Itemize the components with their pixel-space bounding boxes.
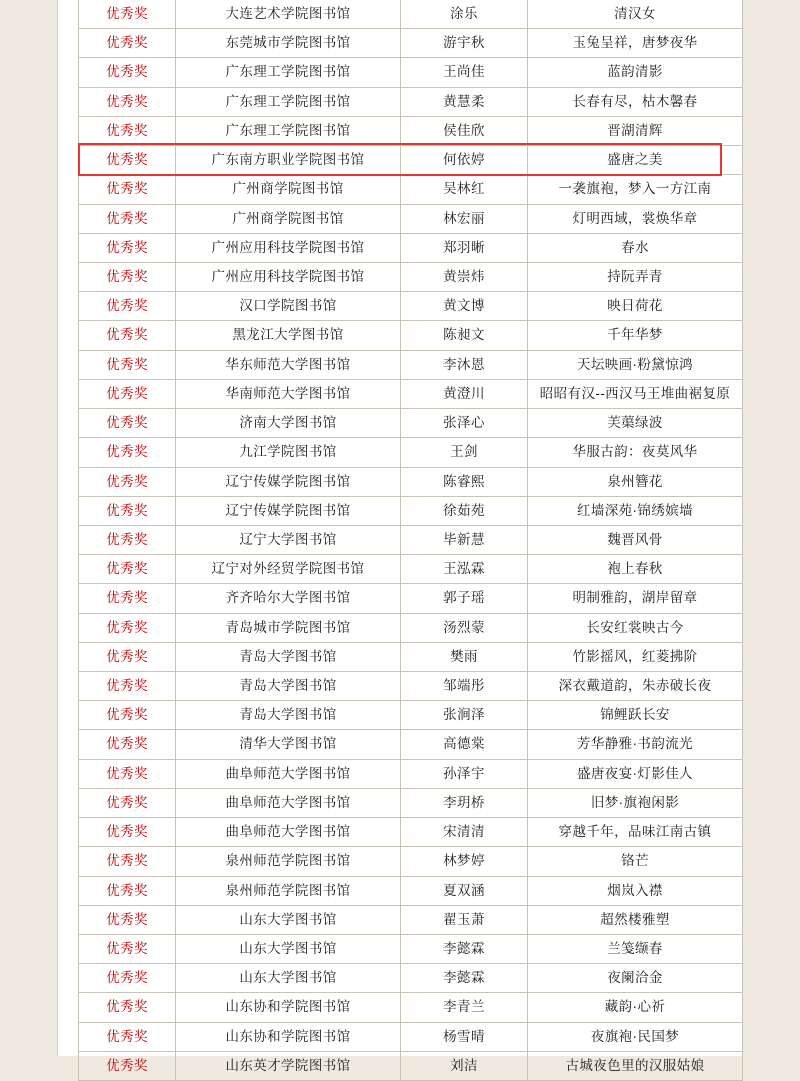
cell-award: 优秀奖 [79, 672, 176, 701]
table-row [79, 876, 743, 905]
table-row [79, 204, 743, 233]
table-row [79, 847, 743, 876]
table-row [79, 262, 743, 291]
cell-work-title: 一袭旗袍，梦入一方江南 [528, 175, 743, 204]
table-row [79, 233, 743, 262]
cell-award: 优秀奖 [79, 379, 176, 408]
cell-award: 优秀奖 [79, 935, 176, 964]
table-row [79, 175, 743, 204]
cell-person-name: 王尚佳 [401, 58, 528, 87]
cell-award: 优秀奖 [79, 116, 176, 145]
cell-organization: 青岛大学图书馆 [176, 701, 401, 730]
cell-organization: 九江学院图书馆 [176, 438, 401, 467]
table-row [79, 788, 743, 817]
table-row [79, 935, 743, 964]
table-row [79, 146, 743, 175]
award-table [78, 0, 743, 1081]
cell-person-name: 汤烈蒙 [401, 613, 528, 642]
cell-organization: 广州应用科技学院图书馆 [176, 262, 401, 291]
table-row [79, 555, 743, 584]
cell-person-name: 李懿霖 [401, 935, 528, 964]
cell-work-title: 盛唐夜宴·灯影佳人 [528, 759, 743, 788]
cell-award: 优秀奖 [79, 642, 176, 671]
cell-work-title: 袍上春秋 [528, 555, 743, 584]
table-row [79, 1022, 743, 1051]
cell-organization: 广东理工学院图书馆 [176, 58, 401, 87]
table-row [79, 379, 743, 408]
cell-person-name: 游宇秋 [401, 29, 528, 58]
table-row [79, 438, 743, 467]
cell-organization: 华南师范大学图书馆 [176, 379, 401, 408]
table-row [79, 29, 743, 58]
cell-organization: 广州商学院图书馆 [176, 175, 401, 204]
table-row [79, 993, 743, 1022]
cell-work-title: 穿越千年，品味江南古镇 [528, 818, 743, 847]
cell-organization: 山东英才学院图书馆 [176, 1051, 401, 1080]
cell-person-name: 张泽心 [401, 409, 528, 438]
cell-work-title: 长春有尽，枯木馨春 [528, 87, 743, 116]
cell-person-name: 林宏丽 [401, 204, 528, 233]
cell-award: 优秀奖 [79, 730, 176, 759]
cell-award: 优秀奖 [79, 555, 176, 584]
cell-person-name: 毕新慧 [401, 525, 528, 554]
cell-person-name: 李玥桥 [401, 788, 528, 817]
cell-person-name: 何依婷 [401, 146, 528, 175]
cell-work-title: 清汉女 [528, 0, 743, 29]
cell-work-title: 千年华梦 [528, 321, 743, 350]
table-row [79, 467, 743, 496]
cell-organization: 山东协和学院图书馆 [176, 1022, 401, 1051]
table-row [79, 584, 743, 613]
cell-award: 优秀奖 [79, 847, 176, 876]
cell-award: 优秀奖 [79, 496, 176, 525]
cell-person-name: 李沐恩 [401, 350, 528, 379]
cell-organization: 辽宁对外经贸学院图书馆 [176, 555, 401, 584]
cell-award: 优秀奖 [79, 905, 176, 934]
document-sheet [58, 0, 742, 1073]
cell-organization: 山东大学图书馆 [176, 905, 401, 934]
table-row [79, 701, 743, 730]
award-table-wrap [78, 0, 731, 1081]
cell-award: 优秀奖 [79, 467, 176, 496]
cell-work-title: 锦鲤跃长安 [528, 701, 743, 730]
cell-organization: 广州应用科技学院图书馆 [176, 233, 401, 262]
cell-work-title: 灯明西域，裳焕华章 [528, 204, 743, 233]
cell-award: 优秀奖 [79, 321, 176, 350]
table-row [79, 292, 743, 321]
cell-work-title: 烟岚入襟 [528, 876, 743, 905]
cell-person-name: 吴林红 [401, 175, 528, 204]
cell-organization: 山东协和学院图书馆 [176, 993, 401, 1022]
cell-award: 优秀奖 [79, 262, 176, 291]
cell-work-title: 天坛映画·粉黛惊鸿 [528, 350, 743, 379]
table-row [79, 642, 743, 671]
cell-award: 优秀奖 [79, 233, 176, 262]
cell-award: 优秀奖 [79, 584, 176, 613]
cell-organization: 大连艺术学院图书馆 [176, 0, 401, 29]
cell-person-name: 孙泽宇 [401, 759, 528, 788]
cell-organization: 辽宁传媒学院图书馆 [176, 496, 401, 525]
cell-person-name: 王剑 [401, 438, 528, 467]
cell-award: 优秀奖 [79, 204, 176, 233]
page-margin-left [0, 0, 58, 1056]
cell-person-name: 陈睿熙 [401, 467, 528, 496]
cell-person-name: 陈昶文 [401, 321, 528, 350]
cell-organization: 曲阜师范大学图书馆 [176, 759, 401, 788]
table-row [79, 0, 743, 29]
cell-person-name: 翟玉萧 [401, 905, 528, 934]
cell-organization: 泉州师范学院图书馆 [176, 847, 401, 876]
table-row [79, 672, 743, 701]
cell-award: 优秀奖 [79, 438, 176, 467]
table-row [79, 58, 743, 87]
cell-award: 优秀奖 [79, 876, 176, 905]
table-row [79, 818, 743, 847]
cell-person-name: 杨雪晴 [401, 1022, 528, 1051]
table-row [79, 87, 743, 116]
cell-award: 优秀奖 [79, 292, 176, 321]
cell-person-name: 夏双涵 [401, 876, 528, 905]
cell-award: 优秀奖 [79, 525, 176, 554]
cell-organization: 齐齐哈尔大学图书馆 [176, 584, 401, 613]
table-row [79, 350, 743, 379]
cell-person-name: 王泓霖 [401, 555, 528, 584]
cell-award: 优秀奖 [79, 818, 176, 847]
cell-person-name: 高德棠 [401, 730, 528, 759]
cell-work-title: 铬芒 [528, 847, 743, 876]
table-row [79, 525, 743, 554]
cell-work-title: 明制雅韵，湖岸留章 [528, 584, 743, 613]
cell-work-title: 藏韵·心祈 [528, 993, 743, 1022]
cell-organization: 曲阜师范大学图书馆 [176, 818, 401, 847]
cell-organization: 泉州师范学院图书馆 [176, 876, 401, 905]
cell-award: 优秀奖 [79, 87, 176, 116]
cell-work-title: 魏晋风骨 [528, 525, 743, 554]
cell-person-name: 林梦婷 [401, 847, 528, 876]
cell-person-name: 张涧泽 [401, 701, 528, 730]
cell-organization: 华东师范大学图书馆 [176, 350, 401, 379]
cell-organization: 青岛大学图书馆 [176, 642, 401, 671]
cell-organization: 广州商学院图书馆 [176, 204, 401, 233]
cell-award: 优秀奖 [79, 29, 176, 58]
table-row [79, 759, 743, 788]
cell-work-title: 红墙深苑·锦绣嫔墙 [528, 496, 743, 525]
cell-award: 优秀奖 [79, 175, 176, 204]
cell-award: 优秀奖 [79, 409, 176, 438]
cell-work-title: 持阮弄青 [528, 262, 743, 291]
cell-person-name: 李青兰 [401, 993, 528, 1022]
cell-organization: 黑龙江大学图书馆 [176, 321, 401, 350]
cell-award: 优秀奖 [79, 964, 176, 993]
award-table-body [79, 0, 743, 1081]
cell-award: 优秀奖 [79, 1022, 176, 1051]
cell-award: 优秀奖 [79, 613, 176, 642]
cell-work-title: 芳华静雅·书韵流光 [528, 730, 743, 759]
cell-organization: 曲阜师范大学图书馆 [176, 788, 401, 817]
table-row [79, 409, 743, 438]
cell-person-name: 李懿霖 [401, 964, 528, 993]
cell-person-name: 郑羽晰 [401, 233, 528, 262]
cell-award: 优秀奖 [79, 350, 176, 379]
cell-person-name: 侯佳欣 [401, 116, 528, 145]
cell-person-name: 黄崇炜 [401, 262, 528, 291]
cell-work-title: 超然楼雅塑 [528, 905, 743, 934]
cell-organization: 东莞城市学院图书馆 [176, 29, 401, 58]
cell-person-name: 刘洁 [401, 1051, 528, 1080]
cell-work-title: 晋湖清辉 [528, 116, 743, 145]
cell-award: 优秀奖 [79, 146, 176, 175]
cell-award: 优秀奖 [79, 993, 176, 1022]
cell-award: 优秀奖 [79, 788, 176, 817]
table-row [79, 321, 743, 350]
cell-work-title: 华服古韵：夜莫风华 [528, 438, 743, 467]
table-row [79, 116, 743, 145]
cell-work-title: 映日荷花 [528, 292, 743, 321]
cell-work-title: 夜旗袍·民国梦 [528, 1022, 743, 1051]
page-margin-right [742, 0, 800, 1056]
cell-work-title: 蓝韵清影 [528, 58, 743, 87]
table-row [79, 730, 743, 759]
cell-organization: 广东理工学院图书馆 [176, 116, 401, 145]
cell-organization: 广东理工学院图书馆 [176, 87, 401, 116]
cell-work-title: 长安红裳映古今 [528, 613, 743, 642]
cell-work-title: 古城夜色里的汉服姑娘 [528, 1051, 743, 1080]
cell-work-title: 昭昭有汉--西汉马王堆曲裾复原 [528, 379, 743, 408]
cell-work-title: 夜阑洽金 [528, 964, 743, 993]
cell-person-name: 邹端彤 [401, 672, 528, 701]
cell-person-name: 黄澄川 [401, 379, 528, 408]
cell-work-title: 旧梦·旗袍闲影 [528, 788, 743, 817]
cell-work-title: 春水 [528, 233, 743, 262]
cell-work-title: 盛唐之美 [528, 146, 743, 175]
cell-award: 优秀奖 [79, 0, 176, 29]
cell-organization: 青岛城市学院图书馆 [176, 613, 401, 642]
cell-person-name: 樊雨 [401, 642, 528, 671]
cell-work-title: 芙蕖绿波 [528, 409, 743, 438]
cell-award: 优秀奖 [79, 759, 176, 788]
cell-person-name: 徐茹苑 [401, 496, 528, 525]
cell-person-name: 黄文博 [401, 292, 528, 321]
cell-organization: 山东大学图书馆 [176, 935, 401, 964]
cell-award: 优秀奖 [79, 58, 176, 87]
cell-work-title: 竹影摇风，红菱拂阶 [528, 642, 743, 671]
cell-person-name: 黄慧柔 [401, 87, 528, 116]
cell-person-name: 涂乐 [401, 0, 528, 29]
cell-organization: 山东大学图书馆 [176, 964, 401, 993]
cell-organization: 济南大学图书馆 [176, 409, 401, 438]
cell-work-title: 玉兔呈祥，唐梦夜华 [528, 29, 743, 58]
cell-organization: 清华大学图书馆 [176, 730, 401, 759]
cell-work-title: 泉州簪花 [528, 467, 743, 496]
table-row [79, 496, 743, 525]
cell-organization: 辽宁大学图书馆 [176, 525, 401, 554]
cell-person-name: 宋清清 [401, 818, 528, 847]
cell-person-name: 郭子瑶 [401, 584, 528, 613]
table-row [79, 964, 743, 993]
cell-award: 优秀奖 [79, 701, 176, 730]
table-row [79, 613, 743, 642]
cell-organization: 汉口学院图书馆 [176, 292, 401, 321]
cell-organization: 辽宁传媒学院图书馆 [176, 467, 401, 496]
cell-organization: 青岛大学图书馆 [176, 672, 401, 701]
cell-work-title: 深衣戴道韵，朱赤破长夜 [528, 672, 743, 701]
table-row [79, 905, 743, 934]
cell-organization: 广东南方职业学院图书馆 [176, 146, 401, 175]
cell-award: 优秀奖 [79, 1051, 176, 1080]
cell-work-title: 兰笺缬春 [528, 935, 743, 964]
